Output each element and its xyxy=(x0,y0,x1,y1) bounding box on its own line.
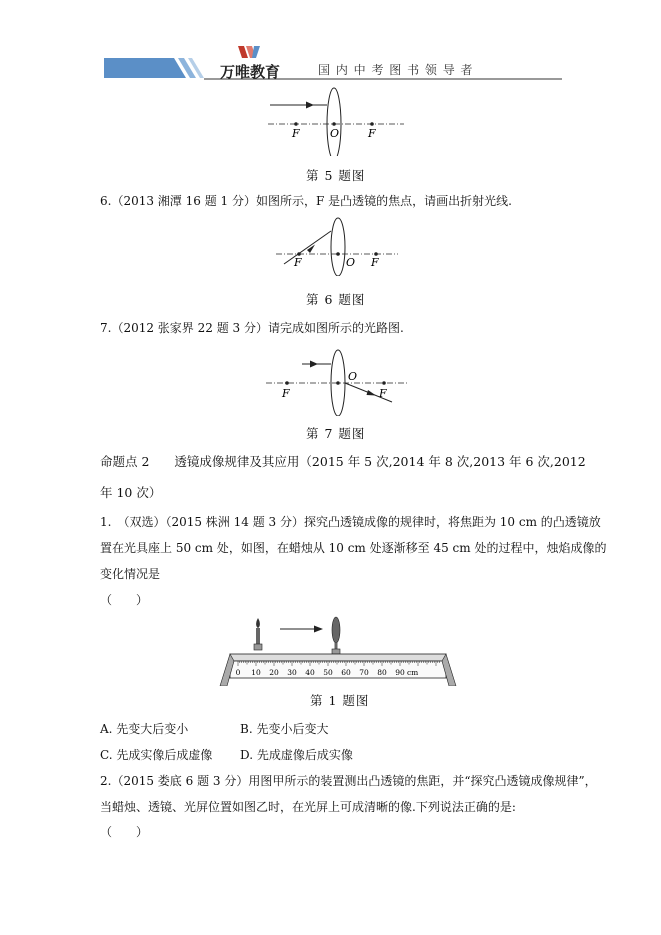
ray-arrow-refracted xyxy=(367,390,377,396)
label-f-right: F xyxy=(368,127,376,140)
scale-tick-label: cm xyxy=(406,668,419,677)
question-1-line1: 1. （双选）（2015 株洲 14 题 3 分）探究凸透镜成像的规律时，将焦距为 10 cm 的凸透镜放 xyxy=(100,515,601,529)
scale-tick-label: 30 xyxy=(287,668,297,677)
header-slogan: 国 内 中 考 图 书 领 导 者 xyxy=(318,63,474,77)
figure-7-caption: 第 7 题图 xyxy=(306,426,366,441)
figure-6-diagram xyxy=(272,216,402,276)
scale-tick-label: 70 xyxy=(359,668,369,677)
focus-point-left xyxy=(294,122,298,126)
candle xyxy=(254,618,262,650)
label-o: O xyxy=(348,370,358,383)
focus-point-right xyxy=(382,381,386,385)
scale-tick-label: 40 xyxy=(305,668,315,677)
option-b: B. 先变小后变大 xyxy=(240,722,329,736)
figure-6-caption: 第 6 题图 xyxy=(306,292,366,307)
optical-center xyxy=(336,252,340,256)
focus-point-left xyxy=(285,381,289,385)
ray-arrow xyxy=(307,245,315,254)
question-7-text: 7.（2012 张家界 22 题 3 分）请完成如图所示的光路图. xyxy=(100,321,404,335)
label-o: O xyxy=(346,256,356,269)
option-d: D. 先成虚像后成实像 xyxy=(240,748,353,762)
scale-tick-label: 20 xyxy=(269,668,279,677)
focus-point-right xyxy=(370,122,374,126)
figure-1-optical-bench xyxy=(218,614,458,686)
label-f-left: F xyxy=(292,127,300,140)
question-1-answer-blank: （ ） xyxy=(100,593,149,607)
option-c: C. 先成实像后成虚像 xyxy=(100,748,213,762)
label-f-right: F xyxy=(379,387,387,400)
scale-tick-label: 0 xyxy=(235,668,241,677)
ray-arrow xyxy=(306,102,314,109)
question-1-line2: 置在光具座上 50 cm 处，如图，在蜡烛从 10 cm 处逐渐移至 45 cm 处的过程中，烛焰成像的 xyxy=(100,541,607,555)
scale-tick-label: 10 xyxy=(251,668,261,677)
figure-5-caption: 第 5 题图 xyxy=(306,168,366,183)
question-2-line2: 当蜡烛、透镜、光屏位置如图乙时，在光屏上可成清晰的像.下列说法正确的是: xyxy=(100,800,516,814)
question-2-line1: 2.（2015 娄底 6 题 3 分）用图甲所示的装置测出凸透镜的焦距，并“探究凸透镜成像规律”， xyxy=(100,774,597,788)
option-a: A. 先变大后变小 xyxy=(100,722,189,736)
logo-icon xyxy=(236,44,262,60)
scale-tick-label: 50 xyxy=(323,668,333,677)
label-f-left: F xyxy=(294,256,302,269)
scale-tick-label: 80 xyxy=(377,668,387,677)
optical-center xyxy=(332,122,336,126)
page-header xyxy=(104,44,562,82)
label-f-left: F xyxy=(282,387,290,400)
section-heading-line2: 年 10 次） xyxy=(100,485,162,500)
logo-text: 万唯教育 xyxy=(220,63,281,81)
figure-7-diagram xyxy=(262,346,412,416)
label-o: O xyxy=(330,127,340,140)
label-f-right: F xyxy=(371,256,379,269)
scale-tick-label: 60 xyxy=(341,668,351,677)
question-6-text: 6.（2013 湘潭 16 题 1 分）如图所示，F 是凸透镜的焦点，请画出折射光线. xyxy=(100,194,512,208)
optical-center xyxy=(336,381,340,385)
question-1-line3: 变化情况是 xyxy=(100,567,161,581)
figure-1-caption: 第 1 题图 xyxy=(310,693,370,708)
lens xyxy=(332,617,340,654)
figure-5-diagram xyxy=(262,86,412,156)
ray-arrow-incident xyxy=(310,361,318,368)
question-2-answer-blank: （ ） xyxy=(100,825,149,839)
scale-tick-label: 90 xyxy=(395,668,405,677)
section-heading-line1: 命题点 2 透镜成像规律及其应用（2015 年 5 次,2014 年 8 次,2013 年 6 次,2012 xyxy=(100,454,586,469)
incident-ray xyxy=(284,231,331,264)
convex-lens xyxy=(331,218,345,276)
convex-lens xyxy=(327,88,341,156)
bench-rail xyxy=(230,654,446,661)
